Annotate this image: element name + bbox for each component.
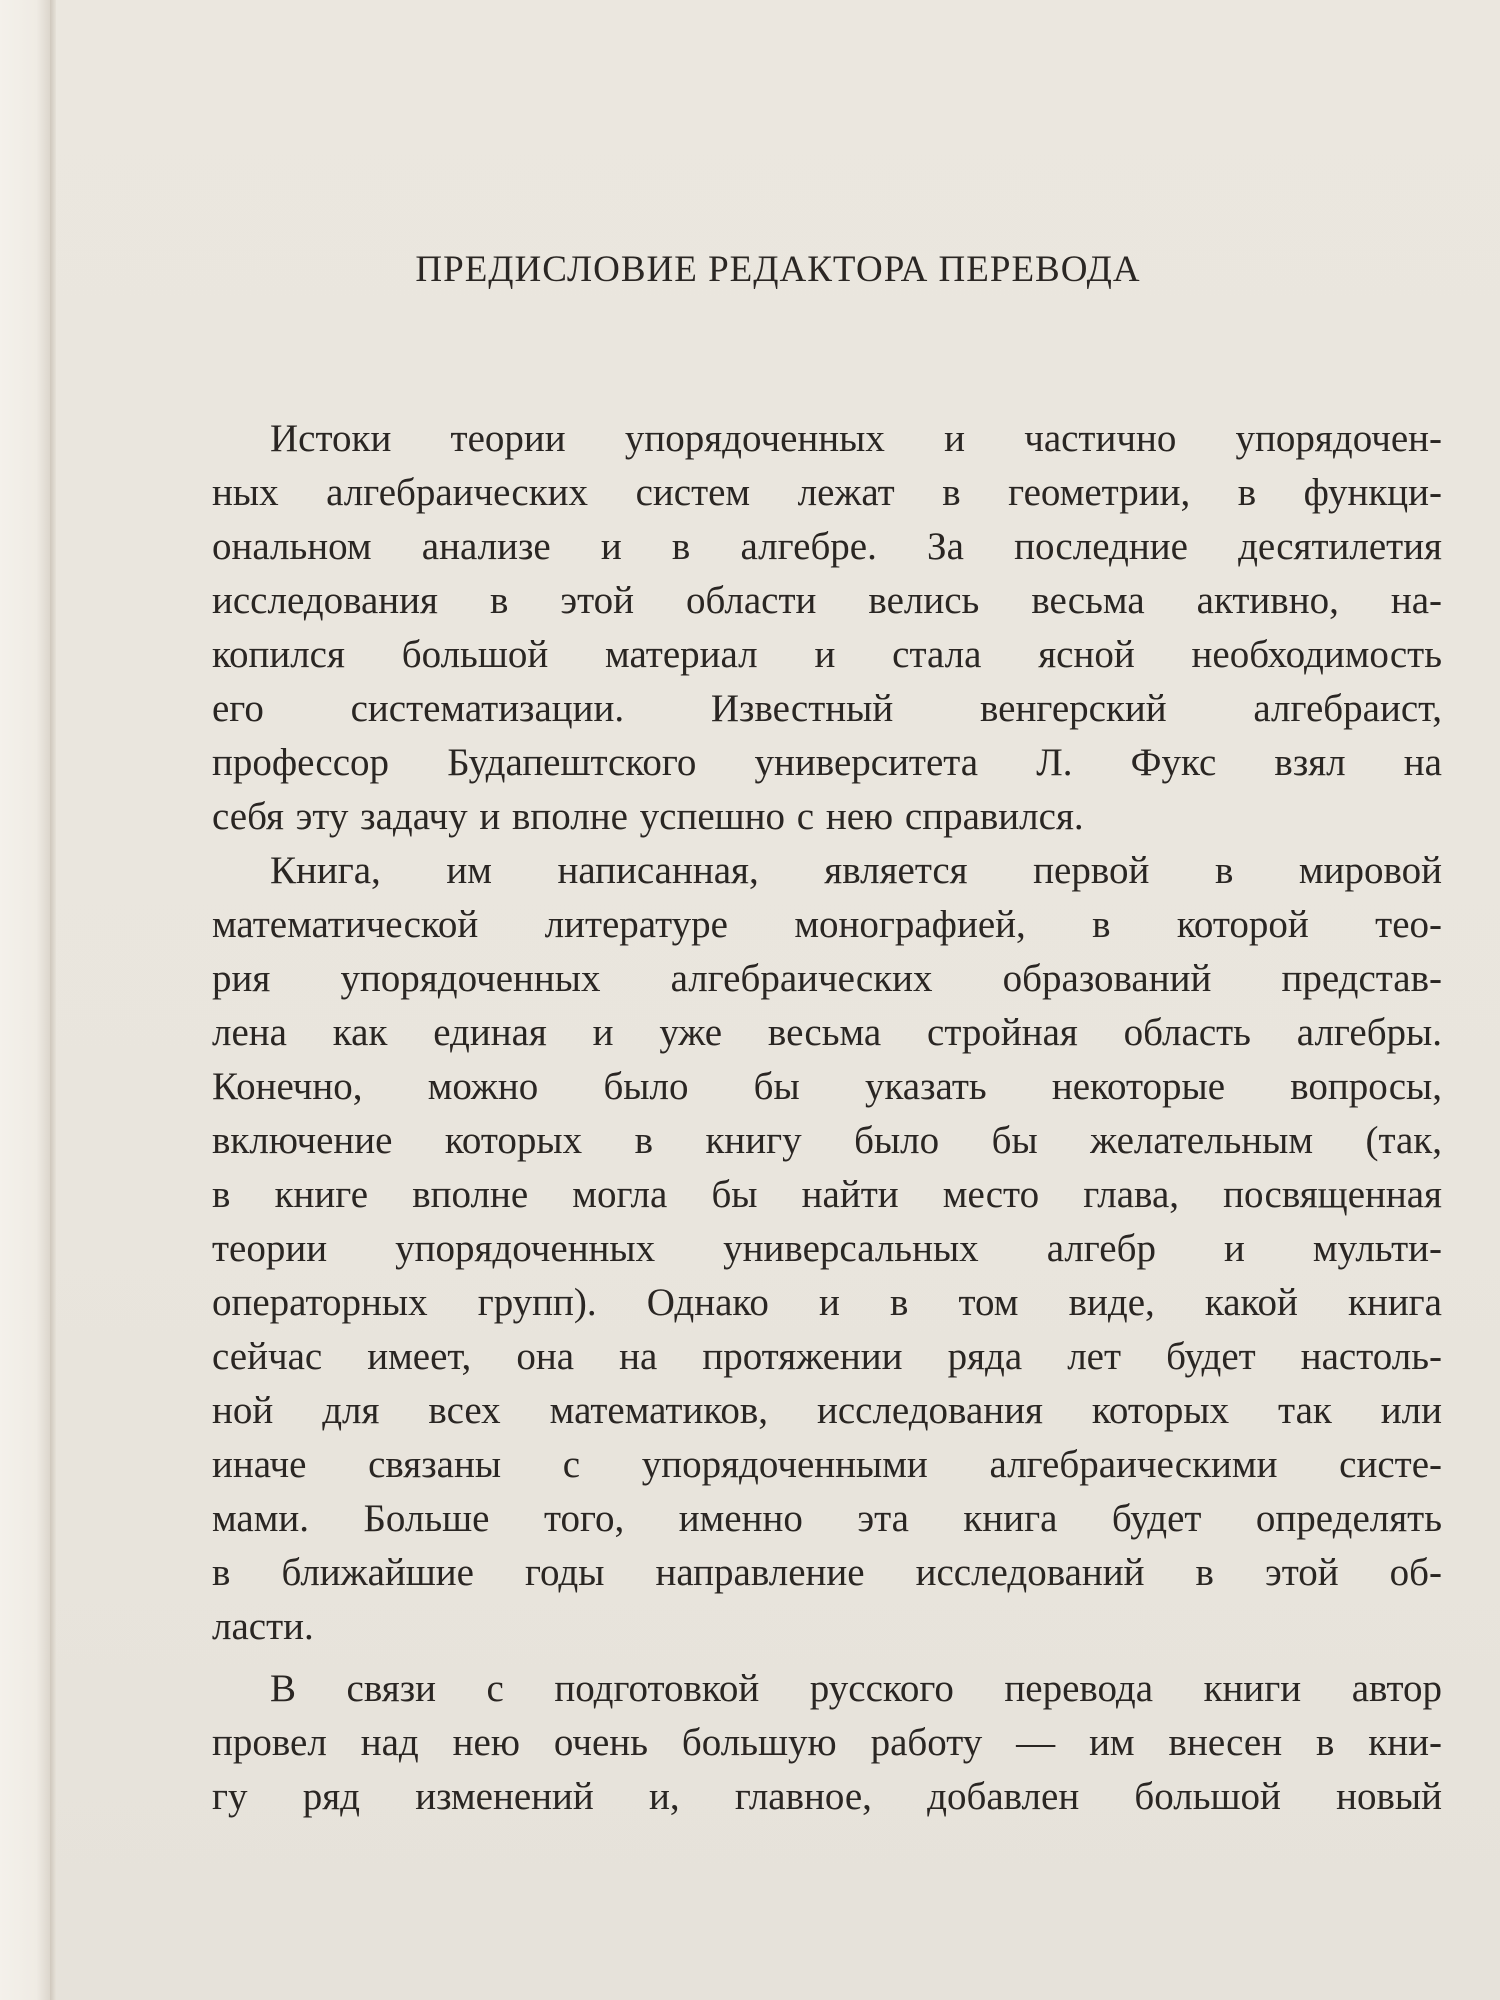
paragraph-1-line-8: себя эту задачу и вполне успешно с нею справился.	[212, 795, 1084, 838]
paragraph-1-line-4: исследования в этой области велись весьма активно, на-	[212, 579, 1442, 622]
book-page	[56, 0, 1500, 2000]
paragraph-2-line-5: Конечно, можно было бы указать некоторые вопросы,	[212, 1065, 1442, 1108]
paragraph-3-line-1: В связи с подготовкой русского перевода книги автор	[270, 1667, 1442, 1710]
paragraph-2-line-4: лена как единая и уже весьма стройная область алгебры.	[212, 1011, 1442, 1054]
paragraph-2-line-2: математической литературе монографией, в которой тео-	[212, 903, 1442, 946]
paragraph-2-line-14: в ближайшие годы направление исследований в этой об-	[212, 1551, 1442, 1594]
paragraph-1-line-1: Истоки теории упорядоченных и частично упорядочен-	[270, 417, 1442, 460]
paragraph-1-line-7: профессор Будапештского университета Л. Фукс взял на	[212, 741, 1442, 784]
paragraph-1-line-6: его систематизации. Известный венгерский алгебраист,	[212, 687, 1442, 730]
paragraph-3-line-2: провел над нею очень большую работу — им внесен в кни-	[212, 1721, 1442, 1764]
paragraph-2-line-12: иначе связаны с упорядоченными алгебраическими систе-	[212, 1443, 1442, 1486]
paragraph-2-line-1: Книга, им написанная, является первой в мировой	[270, 849, 1442, 892]
paragraph-3-line-3: гу ряд изменений и, главное, добавлен большой новый	[212, 1775, 1442, 1818]
paragraph-1-line-2: ных алгебраических систем лежат в геометрии, в функци-	[212, 471, 1442, 514]
paragraph-2-line-11: ной для всех математиков, исследования которых так или	[212, 1389, 1442, 1432]
paragraph-1-line-3: ональном анализе и в алгебре. За последние десятилетия	[212, 525, 1442, 568]
paragraph-2-line-9: операторных групп). Однако и в том виде, какой книга	[212, 1281, 1442, 1324]
paragraph-2-line-7: в книге вполне могла бы найти место глава, посвященная	[212, 1173, 1442, 1216]
photo-left-edge	[0, 0, 52, 2000]
body-text	[212, 412, 1442, 1824]
paragraph-2-line-13: мами. Больше того, именно эта книга будет определять	[212, 1497, 1442, 1540]
paragraph-1-line-5: копился большой материал и стала ясной необходимость	[212, 633, 1442, 676]
paragraph-2-line-10: сейчас имеет, она на протяжении ряда лет будет настоль-	[212, 1335, 1442, 1378]
page-title: ПРЕДИСЛОВИЕ РЕДАКТОРА ПЕРЕВОДА	[415, 249, 1141, 290]
paragraph-2-line-3: рия упорядоченных алгебраических образований представ-	[212, 957, 1442, 1000]
paragraph-2-line-8: теории упорядоченных универсальных алгебр и мульти-	[212, 1227, 1442, 1270]
paragraph-2-line-6: включение которых в книгу было бы желательным (так,	[212, 1119, 1442, 1162]
paragraph-2-line-15: ласти.	[212, 1605, 314, 1648]
